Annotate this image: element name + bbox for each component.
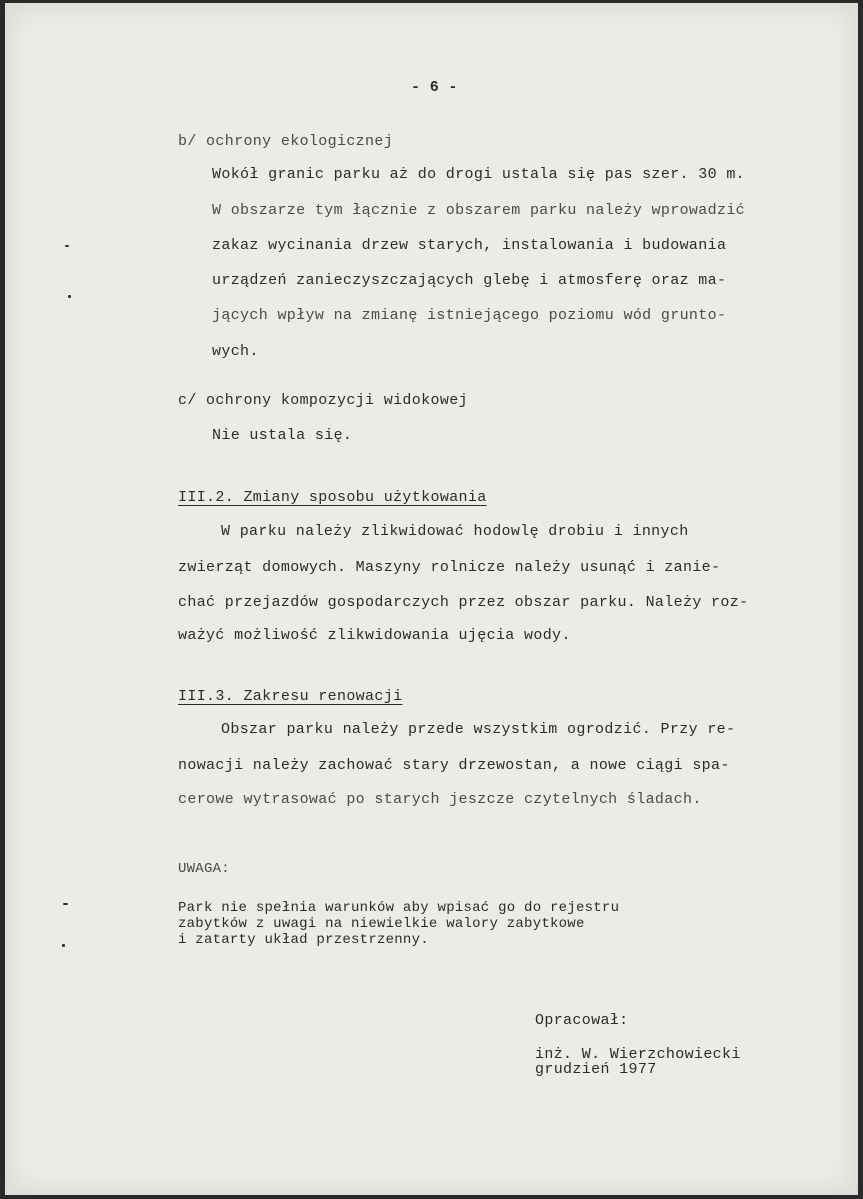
section-b-line: zakaz wycinania drzew starych, instalowania i budowania [212,237,727,254]
section-c-heading: c/ ochrony kompozycji widokowej [178,392,468,409]
document-page [5,3,858,1195]
note-label: UWAGA: [178,861,230,877]
section-III2-line: W parku należy zlikwidować hodowlę drobiu i innych [221,523,689,540]
note-line: Park nie spełnia warunków aby wpisać go do rejestru [178,900,620,916]
margin-speck [68,295,71,298]
note-line: i zatarty układ przestrzenny. [178,932,429,948]
section-III3-heading: III.3. Zakresu renowacji [178,688,403,705]
section-III3-line: Obszar parku należy przede wszystkim ogrodzić. Przy re- [221,721,736,738]
signature-label: Opracował: [535,1012,629,1029]
section-III2-line: zwierząt domowych. Maszyny rolnicze należy usunąć i zanie- [178,559,721,576]
section-b-line: urządzeń zanieczyszczających glebę i atmosferę oraz ma- [212,272,727,289]
section-b-line: jących wpływ na zmianę istniejącego poziomu wód grunto- [212,307,727,324]
margin-speck [65,245,69,247]
margin-speck [63,903,68,905]
section-III2-line: chać przejazdów gospodarczych przez obszar parku. Należy roz- [178,594,749,611]
section-b-line: wych. [212,343,259,360]
signature-name: inż. W. Wierzchowiecki [535,1046,741,1063]
margin-speck [62,944,65,947]
signature-date: grudzień 1977 [535,1061,657,1078]
section-b-line: W obszarze tym łącznie z obszarem parku należy wprowadzić [212,202,746,219]
section-b-line: Wokół granic parku aż do drogi ustala się pas szer. 30 m. [212,166,746,183]
page-number: - 6 - [411,79,458,96]
section-c-line: Nie ustala się. [212,427,353,444]
section-III3-line: nowacji należy zachować stary drzewostan, a nowe ciągi spa- [178,757,730,774]
section-III2-heading: III.2. Zmiany sposobu użytkowania [178,489,487,506]
section-b-heading: b/ ochrony ekologicznej [178,133,394,150]
section-III2-line: ważyć możliwość zlikwidowania ujęcia wody. [178,627,571,644]
section-III3-line: cerowe wytrasować po starych jeszcze czytelnych śladach. [178,791,702,808]
note-line: zabytków z uwagi na niewielkie walory zabytkowe [178,916,585,932]
